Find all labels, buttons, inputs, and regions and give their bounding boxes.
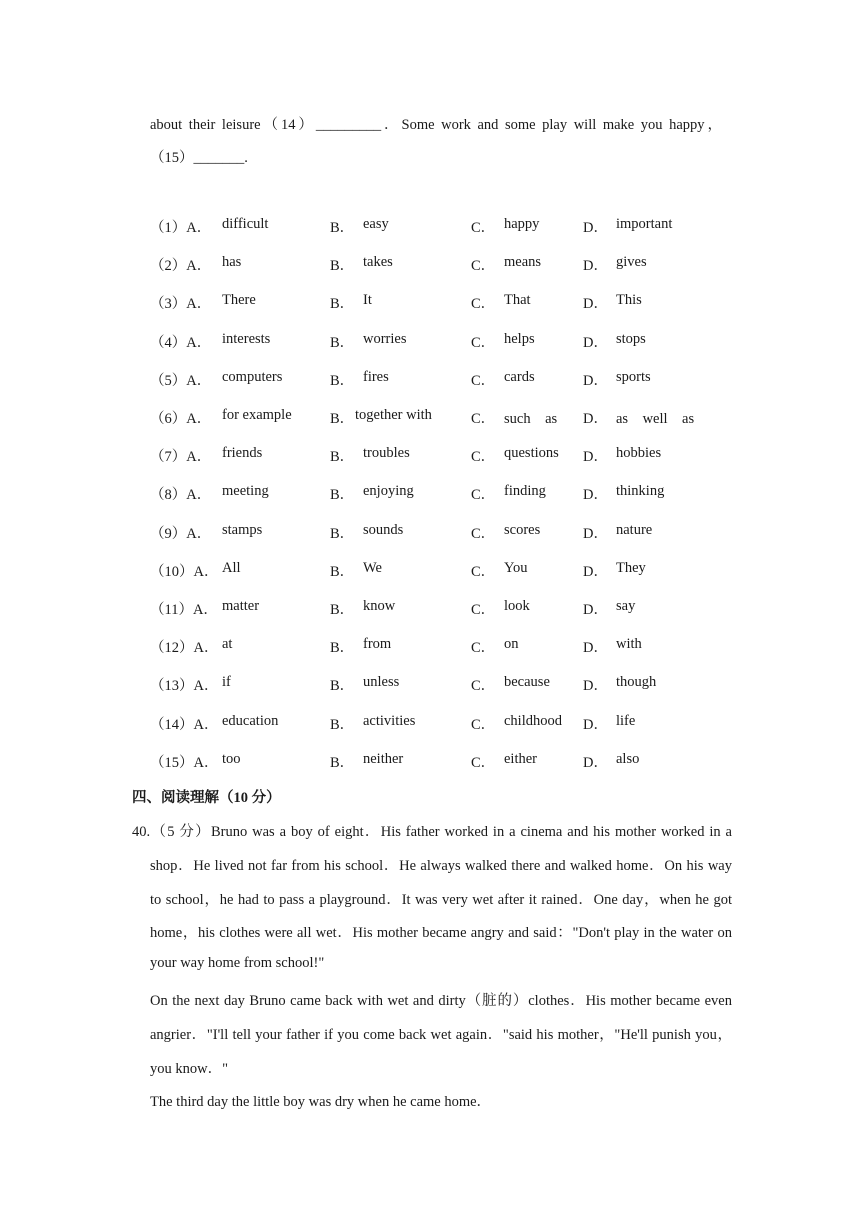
option-a: at <box>222 636 233 653</box>
option-b: takes <box>363 254 393 271</box>
option-d-label: D． <box>583 716 608 733</box>
option-d-label: D． <box>583 258 608 275</box>
question-number: （8）A． <box>150 487 212 504</box>
question-number: （9）A． <box>150 525 212 542</box>
option-b: unless <box>363 674 400 691</box>
option-d-label: D． <box>583 334 608 351</box>
option-d: nature <box>616 521 653 538</box>
option-c: scores <box>504 521 541 538</box>
option-d: though <box>616 674 657 691</box>
question-number: （4）A． <box>150 334 212 351</box>
option-a: meeting <box>222 483 269 500</box>
option-b-label: B． <box>330 411 355 427</box>
option-c-label: C． <box>471 258 496 275</box>
passage-line: On the next day Bruno came back with wet and dirty（脏的）clothes．His mother became even <box>150 993 732 1009</box>
option-b-label: B． <box>330 716 355 733</box>
option-a: friends <box>222 445 263 462</box>
option-row <box>150 331 750 351</box>
passage-line: you know．" <box>150 1061 229 1077</box>
option-c: on <box>504 636 519 653</box>
option-row <box>150 598 750 618</box>
passage-line: The third day the little boy was dry when he came home． <box>150 1094 492 1110</box>
option-c-label: C． <box>471 525 496 542</box>
option-b: activities <box>363 712 416 729</box>
option-c-label: C． <box>471 487 496 504</box>
question-number: （2）A． <box>150 258 212 275</box>
question-number: （10）A． <box>150 563 219 580</box>
option-c: look <box>504 598 530 614</box>
option-c-label: C． <box>471 754 496 771</box>
option-d: life <box>616 712 636 729</box>
option-d-label: D． <box>583 411 608 427</box>
option-b: enjoying <box>363 483 414 500</box>
option-b: know <box>363 598 396 614</box>
option-row <box>150 674 750 694</box>
question-number: （7）A． <box>150 449 212 466</box>
option-b-label: B． <box>330 602 355 618</box>
option-b-label: B． <box>330 258 355 275</box>
question-number: （6）A． <box>150 411 212 427</box>
option-d-label: D． <box>583 640 608 657</box>
option-d: as well as <box>616 411 695 427</box>
section-title: 四、阅读理解（10 分） <box>132 790 281 806</box>
option-b: neither <box>363 750 404 767</box>
option-c: happy <box>504 216 540 232</box>
question-number: （12）A． <box>150 640 219 657</box>
option-c-label: C． <box>471 372 496 389</box>
option-a: too <box>222 750 241 767</box>
option-a: interests <box>222 330 271 347</box>
option-a: for example <box>222 407 292 423</box>
question-number: （1）A． <box>150 220 212 236</box>
option-b-label: B． <box>330 334 355 351</box>
option-b: from <box>363 636 392 653</box>
option-d-label: D． <box>583 296 608 313</box>
option-d: gives <box>616 254 647 271</box>
option-c: That <box>504 292 531 309</box>
option-row <box>150 483 750 503</box>
option-c-label: C． <box>471 334 496 351</box>
option-row <box>150 216 750 236</box>
option-row <box>150 636 750 656</box>
option-c-label: C． <box>471 563 496 580</box>
option-d-label: D． <box>583 754 608 771</box>
option-d: This <box>616 292 642 309</box>
option-c: cards <box>504 368 535 385</box>
option-b-label: B． <box>330 525 355 542</box>
option-d-label: D． <box>583 563 608 580</box>
option-b: fires <box>363 368 389 385</box>
option-c-label: C． <box>471 296 496 313</box>
option-row <box>150 445 750 465</box>
option-d: thinking <box>616 483 665 500</box>
option-a: computers <box>222 368 283 385</box>
option-b: worries <box>363 330 407 347</box>
cloze-line-15: （15）_______. <box>150 150 248 166</box>
option-a: There <box>222 292 256 309</box>
option-b-label: B． <box>330 487 355 504</box>
passage-line: angrier．"I'll tell your father if you come back wet again．"said his mother，"He'll punish you， <box>150 1027 732 1043</box>
option-b: together with <box>355 407 432 423</box>
option-c-label: C． <box>471 220 496 236</box>
question-number: （14）A． <box>150 716 219 733</box>
option-b: We <box>363 559 382 576</box>
option-a: All <box>222 559 241 576</box>
question-number: （3）A． <box>150 296 212 313</box>
option-row <box>150 292 750 312</box>
option-d: important <box>616 216 673 232</box>
option-c: helps <box>504 330 535 347</box>
option-a: if <box>222 674 231 691</box>
passage-line: to school，he had to pass a playground．It was very wet after it rained．One day，when he got <box>150 892 732 908</box>
option-c-label: C． <box>471 602 496 618</box>
option-row <box>150 560 750 580</box>
question-number: （11）A． <box>150 602 218 618</box>
option-d: hobbies <box>616 445 662 462</box>
option-d-label: D． <box>583 220 608 236</box>
option-c-label: C． <box>471 411 496 427</box>
option-b: sounds <box>363 521 404 538</box>
option-b-label: B． <box>330 678 355 695</box>
option-row <box>150 254 750 274</box>
passage-line: 40.（5 分）Bruno was a boy of eight．His father worked in a cinema and his mother worked in a <box>132 824 732 840</box>
option-d-label: D． <box>583 525 608 542</box>
option-d: sports <box>616 368 651 385</box>
option-c: childhood <box>504 712 562 729</box>
option-a: matter <box>222 598 260 614</box>
option-d-label: D． <box>583 449 608 466</box>
question-number: （13）A． <box>150 678 219 695</box>
option-row <box>150 713 750 733</box>
option-row <box>150 522 750 542</box>
option-c: questions <box>504 445 559 462</box>
option-c: either <box>504 750 538 767</box>
option-b: troubles <box>363 445 410 462</box>
option-b: It <box>363 292 372 309</box>
option-d: also <box>616 750 640 767</box>
option-c: means <box>504 254 542 271</box>
passage-line: your way home from school!" <box>150 955 325 971</box>
option-c-label: C． <box>471 640 496 657</box>
option-b: easy <box>363 216 389 232</box>
option-c-label: C． <box>471 678 496 695</box>
option-c-label: C． <box>471 449 496 466</box>
option-d-label: D． <box>583 602 608 618</box>
option-d-label: D． <box>583 372 608 389</box>
option-row <box>150 369 750 389</box>
option-b-label: B． <box>330 220 355 236</box>
option-d: They <box>616 559 646 576</box>
option-a: has <box>222 254 242 271</box>
option-b-label: B． <box>330 296 355 313</box>
option-c: because <box>504 674 550 691</box>
option-row <box>150 407 750 427</box>
option-a: difficult <box>222 216 269 232</box>
option-d: with <box>616 636 642 653</box>
option-b-label: B． <box>330 372 355 389</box>
passage-line: shop．He lived not far from his school．He always walked there and walked home．On his way <box>150 858 732 874</box>
option-d: say <box>616 598 636 614</box>
option-d-label: D． <box>583 678 608 695</box>
passage-line: home，his clothes were all wet．His mother became angry and said："Don't play in the water on <box>150 925 732 941</box>
option-b-label: B． <box>330 449 355 466</box>
option-c: such as <box>504 411 558 427</box>
option-b-label: B． <box>330 640 355 657</box>
option-b-label: B． <box>330 754 355 771</box>
option-c-label: C． <box>471 716 496 733</box>
option-a: stamps <box>222 521 263 538</box>
question-number: （15）A． <box>150 754 219 771</box>
option-row <box>150 751 750 771</box>
cloze-line-14: about their leisure（14）_________．Some work and some play will make you happy， <box>150 117 722 133</box>
option-d-label: D． <box>583 487 608 504</box>
option-c: finding <box>504 483 546 500</box>
option-b-label: B． <box>330 563 355 580</box>
option-d: stops <box>616 330 646 347</box>
option-a: education <box>222 712 279 729</box>
option-c: You <box>504 559 528 576</box>
question-number: （5）A． <box>150 372 212 389</box>
